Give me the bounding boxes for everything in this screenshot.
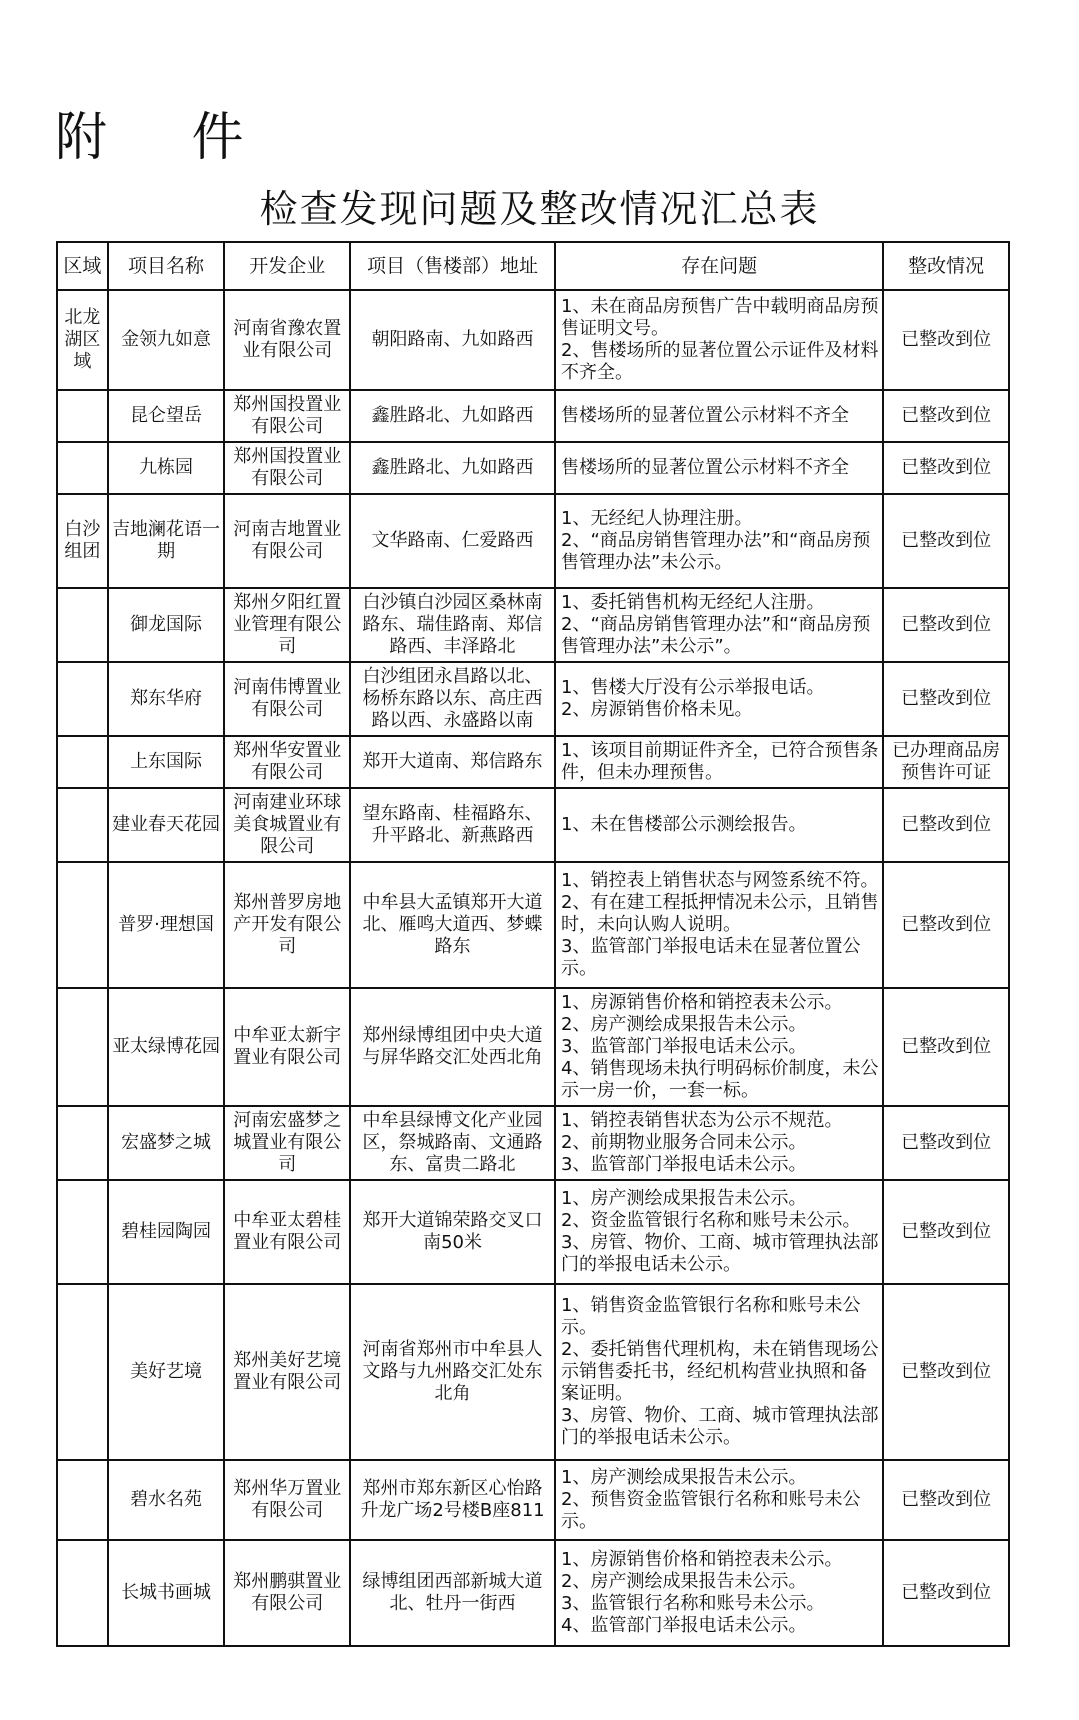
address-cell: 郑开大道锦荣路交叉口南50米 <box>350 1180 555 1284</box>
header-project: 项目名称 <box>108 242 225 290</box>
region-cell <box>57 736 108 788</box>
table-row <box>57 1180 1009 1284</box>
page-title: 检查发现问题及整改情况汇总表 <box>259 187 820 231</box>
issues-cell <box>555 290 883 390</box>
address-cell: 绿博组团西部新城大道北、牡丹一街西 <box>350 1540 555 1646</box>
issues-cell <box>555 1540 883 1646</box>
address-cell: 文华路南、仁爱路西 <box>350 494 555 588</box>
issues-cell <box>555 442 883 494</box>
developer-cell: 郑州美好艺境置业有限公司 <box>224 1284 350 1460</box>
status-cell: 已整改到位 <box>883 788 1009 862</box>
project-cell: 普罗·理想国 <box>108 862 225 988</box>
issue-line: 1、房源销售价格和销控表未公示。 <box>561 992 843 1013</box>
issue-line: 4、监管部门举报电话未公示。 <box>561 1615 807 1636</box>
developer-cell: 河南省豫农置业有限公司 <box>224 290 350 390</box>
issue-line: 1、无经纪人协理注册。 <box>561 508 753 529</box>
issue-line: 2、“商品房销售管理办法”和“商品房预售管理办法”未公示”。 <box>561 614 871 657</box>
project-cell: 御龙国际 <box>108 588 225 662</box>
address-cell: 白沙镇白沙园区桑林南路东、瑞佳路南、郑信路西、丰泽路北 <box>350 588 555 662</box>
developer-cell: 河南吉地置业有限公司 <box>224 494 350 588</box>
address-cell: 中牟县绿博文化产业园区，祭城路南、文通路东、富贵二路北 <box>350 1106 555 1180</box>
issue-line: 3、监管部门举报电话未在显著位置公示。 <box>561 936 861 979</box>
issue-line: 3、监管部门举报电话未公示。 <box>561 1154 807 1175</box>
issues-cell <box>555 494 883 588</box>
issue-line: 1、销控表销售状态为公示不规范。 <box>561 1110 843 1131</box>
issue-line: 2、资金监管银行名称和账号未公示。 <box>561 1210 861 1231</box>
region-cell <box>57 1284 108 1460</box>
issues-cell <box>555 988 883 1106</box>
issue-line: 2、房产测绘成果报告未公示。 <box>561 1571 807 1592</box>
issue-line: 1、销售资金监管银行名称和账号未公示。 <box>561 1295 861 1338</box>
developer-cell: 中牟亚太碧桂置业有限公司 <box>224 1180 350 1284</box>
address-cell: 郑开大道南、郑信路东 <box>350 736 555 788</box>
developer-cell: 郑州华万置业有限公司 <box>224 1460 350 1540</box>
status-cell: 已整改到位 <box>883 988 1009 1106</box>
region-cell <box>57 1180 108 1284</box>
status-cell: 已办理商品房预售许可证 <box>883 736 1009 788</box>
table-row <box>57 588 1009 662</box>
developer-cell: 郑州普罗房地产开发有限公司 <box>224 862 350 988</box>
table-row <box>57 1106 1009 1180</box>
issue-line: 2、售楼场所的显著位置公示证件及材料不齐全。 <box>561 340 879 383</box>
table-row <box>57 1540 1009 1646</box>
table-row <box>57 662 1009 736</box>
issue-line: 3、监管银行名称和账号未公示。 <box>561 1593 825 1614</box>
region-cell: 北龙湖区域 <box>57 290 108 390</box>
developer-cell: 河南建业环球美食城置业有限公司 <box>224 788 350 862</box>
project-cell: 吉地澜花语一期 <box>108 494 225 588</box>
project-cell: 长城书画城 <box>108 1540 225 1646</box>
status-cell: 已整改到位 <box>883 588 1009 662</box>
issues-cell <box>555 1284 883 1460</box>
issue-line: 2、房源销售价格未见。 <box>561 699 753 720</box>
issue-line: 3、房管、物价、工商、城市管理执法部门的举报电话未公示。 <box>561 1232 879 1275</box>
issue-line: 1、未在商品房预售广告中载明商品房预售证明文号。 <box>561 296 879 339</box>
region-cell <box>57 1540 108 1646</box>
issues-cell <box>555 662 883 736</box>
issue-line: 1、房产测绘成果报告未公示。 <box>561 1188 807 1209</box>
status-cell: 已整改到位 <box>883 862 1009 988</box>
region-cell <box>57 788 108 862</box>
developer-cell: 郑州夕阳红置业管理有限公司 <box>224 588 350 662</box>
issue-line: 2、有在建工程抵押情况未公示，且销售时，未向认购人说明。 <box>561 892 879 935</box>
project-cell: 郑东华府 <box>108 662 225 736</box>
issues-cell <box>555 1106 883 1180</box>
project-cell: 碧桂园陶园 <box>108 1180 225 1284</box>
project-cell: 金领九如意 <box>108 290 225 390</box>
status-cell: 已整改到位 <box>883 1540 1009 1646</box>
address-cell: 河南省郑州市中牟县人文路与九州路交汇处东北角 <box>350 1284 555 1460</box>
issue-line: 3、监管部门举报电话未公示。 <box>561 1036 807 1057</box>
project-cell: 昆仑望岳 <box>108 390 225 442</box>
issues-cell <box>555 862 883 988</box>
issue-line: 2、预售资金监管银行名称和账号未公示。 <box>561 1489 861 1532</box>
issue-line: 2、“商品房销售管理办法”和“商品房预售管理办法”未公示。 <box>561 530 871 573</box>
region-cell <box>57 1460 108 1540</box>
issues-cell <box>555 390 883 442</box>
issue-line: 1、未在售楼部公示测绘报告。 <box>561 814 807 835</box>
page-heading: 附 件 <box>55 108 278 168</box>
issue-line: 3、房管、物价、工商、城市管理执法部门的举报电话未公示。 <box>561 1405 879 1448</box>
status-cell: 已整改到位 <box>883 1460 1009 1540</box>
table-row <box>57 862 1009 988</box>
issues-cell <box>555 1460 883 1540</box>
issue-line: 2、委托销售代理机构，未在销售现场公示销售委托书，经纪机构营业执照和备案证明。 <box>561 1339 879 1404</box>
table-row <box>57 736 1009 788</box>
status-cell: 已整改到位 <box>883 662 1009 736</box>
status-cell: 已整改到位 <box>883 442 1009 494</box>
header-status: 整改情况 <box>883 242 1009 290</box>
developer-cell: 郑州华安置业有限公司 <box>224 736 350 788</box>
project-cell: 美好艺境 <box>108 1284 225 1460</box>
header-developer: 开发企业 <box>224 242 350 290</box>
address-cell: 郑州绿博组团中央大道与屏华路交汇处西北角 <box>350 988 555 1106</box>
status-cell: 已整改到位 <box>883 290 1009 390</box>
table-row <box>57 390 1009 442</box>
header-issues: 存在问题 <box>555 242 883 290</box>
region-cell <box>57 442 108 494</box>
table-row <box>57 1460 1009 1540</box>
region-cell: 白沙组团 <box>57 494 108 588</box>
table-row <box>57 988 1009 1106</box>
issues-cell <box>555 588 883 662</box>
status-cell: 已整改到位 <box>883 1106 1009 1180</box>
developer-cell: 郑州国投置业有限公司 <box>224 442 350 494</box>
developer-cell: 郑州鹏骐置业有限公司 <box>224 1540 350 1646</box>
address-cell: 鑫胜路北、九如路西 <box>350 390 555 442</box>
header-region: 区域 <box>57 242 108 290</box>
developer-cell: 郑州国投置业有限公司 <box>224 390 350 442</box>
address-cell: 郑州市郑东新区心怡路升龙广场2号楼B座811 <box>350 1460 555 1540</box>
region-cell <box>57 390 108 442</box>
issue-line: 1、售楼大厅没有公示举报电话。 <box>561 677 825 698</box>
issues-cell <box>555 788 883 862</box>
table-row <box>57 788 1009 862</box>
region-cell <box>57 1106 108 1180</box>
region-cell <box>57 988 108 1106</box>
issues-cell <box>555 1180 883 1284</box>
issue-line: 1、房源销售价格和销控表未公示。 <box>561 1549 843 1570</box>
project-cell: 亚太绿博花园 <box>108 988 225 1106</box>
issue-line: 1、房产测绘成果报告未公示。 <box>561 1467 807 1488</box>
issue-line: 2、房产测绘成果报告未公示。 <box>561 1014 807 1035</box>
status-cell: 已整改到位 <box>883 494 1009 588</box>
issue-line: 1、该项目前期证件齐全，已符合预售条件，但未办理预售。 <box>561 740 879 783</box>
region-cell <box>57 662 108 736</box>
status-cell: 已整改到位 <box>883 1180 1009 1284</box>
issue-line: 4、销售现场未执行明码标价制度，未公示一房一价，一套一标。 <box>561 1058 879 1101</box>
project-cell: 建业春天花园 <box>108 788 225 862</box>
developer-cell: 河南宏盛梦之城置业有限公司 <box>224 1106 350 1180</box>
table-row <box>57 290 1009 390</box>
project-cell: 上东国际 <box>108 736 225 788</box>
summary-table <box>56 241 1010 1647</box>
region-cell <box>57 862 108 988</box>
table-row <box>57 494 1009 588</box>
issue-line: 2、前期物业服务合同未公示。 <box>561 1132 807 1153</box>
address-cell: 鑫胜路北、九如路西 <box>350 442 555 494</box>
address-cell: 朝阳路南、九如路西 <box>350 290 555 390</box>
region-cell <box>57 588 108 662</box>
table-row <box>57 442 1009 494</box>
address-cell: 中牟县大孟镇郑开大道北、雁鸣大道西、梦蝶路东 <box>350 862 555 988</box>
developer-cell: 中牟亚太新宇置业有限公司 <box>224 988 350 1106</box>
address-cell: 白沙组团永昌路以北、杨桥东路以东、高庄西路以西、永盛路以南 <box>350 662 555 736</box>
status-cell: 已整改到位 <box>883 1284 1009 1460</box>
project-cell: 宏盛梦之城 <box>108 1106 225 1180</box>
issue-line: 售楼场所的显著位置公示材料不齐全 <box>561 457 849 478</box>
issue-line: 1、销控表上销售状态与网签系统不符。 <box>561 870 879 891</box>
issues-cell <box>555 736 883 788</box>
address-cell: 望东路南、桂福路东、升平路北、新燕路西 <box>350 788 555 862</box>
header-address: 项目（售楼部）地址 <box>350 242 555 290</box>
issue-line: 1、委托销售机构无经纪人注册。 <box>561 592 825 613</box>
developer-cell: 河南伟博置业有限公司 <box>224 662 350 736</box>
table-row <box>57 1284 1009 1460</box>
project-cell: 碧水名苑 <box>108 1460 225 1540</box>
table-header-row <box>57 242 1009 290</box>
project-cell: 九栋园 <box>108 442 225 494</box>
status-cell: 已整改到位 <box>883 390 1009 442</box>
issue-line: 售楼场所的显著位置公示材料不齐全 <box>561 405 849 426</box>
